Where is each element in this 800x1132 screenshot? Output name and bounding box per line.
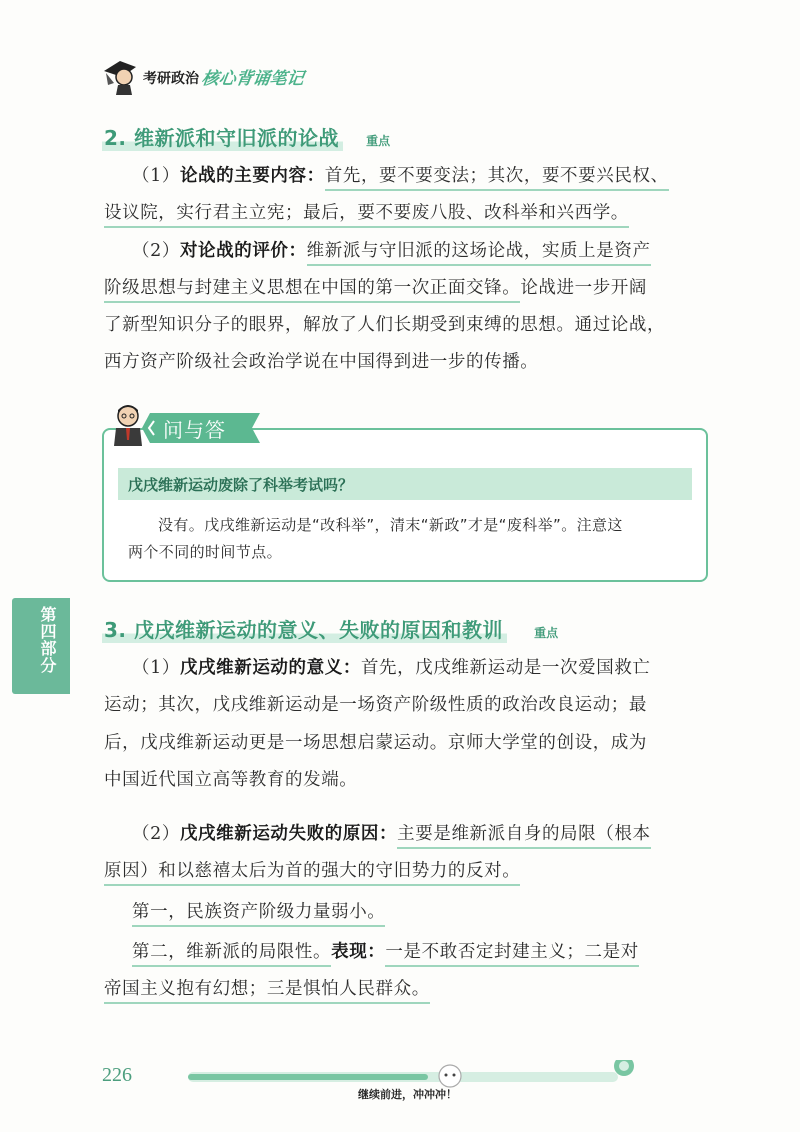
- key-point-badge: 重点: [534, 626, 559, 640]
- s3-p4-line1: [132, 940, 639, 964]
- mascot-avatar-icon: [108, 402, 148, 448]
- highlighted-text: 第二，维新派的局限性。: [132, 942, 331, 967]
- s2-p2-line2: [104, 276, 647, 300]
- bold-term: 戊戌维新运动的意义：: [179, 658, 361, 678]
- s3-p2-line1: [132, 822, 651, 846]
- item-number: （2）: [132, 824, 180, 844]
- highlighted-text: 原因）和以慈禧太后为首的强大的守旧势力的反对。: [104, 861, 520, 886]
- key-point-badge: 重点: [366, 134, 391, 148]
- section-2-heading: 2. 维新派和守旧派的论战: [102, 126, 343, 151]
- s2-p2-line3: 了新型知识分子的眼界，解放了人们长期受到束缚的思想。通过论战，: [104, 315, 666, 335]
- page-number: 226: [102, 1064, 132, 1086]
- s3-p4-line2: [104, 977, 430, 1001]
- highlighted-text: 阶级思想与封建主义思想在中国的第一次正面交锋。: [104, 278, 520, 303]
- s3-p1-line1: [132, 656, 651, 680]
- bold-term: 戊戌维新运动失败的原因：: [179, 824, 398, 844]
- header-subtitle: 核心背诵笔记: [200, 69, 306, 89]
- part-side-tab-label: 第四部分: [38, 606, 57, 674]
- qa-answer-line2: 两个不同的时间节点。: [128, 543, 283, 561]
- qa-answer-line1: 没有。戊戌维新运动是“改科举”，清末“新政”才是“废科举”。注意这: [158, 516, 623, 534]
- footer-slogan: 继续前进，冲冲冲！: [358, 1088, 457, 1101]
- s3-p1-line2: 运动；其次，戊戌维新运动是一场资产阶级性质的政治改良运动；最: [104, 695, 647, 715]
- qa-question: 戊戌维新运动废除了科举考试吗？: [128, 476, 354, 494]
- s3-p1-line4: 中国近代国立高等教育的发端。: [104, 770, 358, 790]
- s2-p1-line1: [132, 164, 669, 188]
- highlighted-text: 帝国主义抱有幻想；三是惧怕人民群众。: [104, 979, 430, 1004]
- section-3-heading: 3. 戊戌维新运动的意义、失败的原因和教训: [102, 618, 507, 643]
- body-text: 首先，戊戌维新运动是一次爱国救亡: [360, 658, 651, 678]
- qa-label: 问与答: [163, 418, 226, 442]
- s2-p2-line1: [132, 239, 651, 263]
- highlighted-text: 一是不敢否定封建主义；二是对: [385, 942, 638, 967]
- bold-term: 表现：: [331, 942, 386, 962]
- bold-term: 对论战的评价：: [179, 241, 307, 261]
- highlighted-text: 第一，民族资产阶级力量弱小。: [132, 902, 385, 927]
- highlighted-text: 设议院，实行君主立宪；最后，要不要废八股、改科举和兴西学。: [104, 203, 629, 228]
- header-title: 考研政治: [143, 71, 199, 87]
- item-number: （1）: [132, 166, 180, 186]
- highlighted-text: 维新派与守旧派的这场论战，实质上是资产: [307, 241, 651, 266]
- item-number: （2）: [132, 241, 180, 261]
- section-3-heading-row: [102, 614, 558, 643]
- s3-p1-line3: 后，戊戌维新运动更是一场思想启蒙运动。京师大学堂的创设，成为: [104, 733, 647, 753]
- highlighted-text: 主要是维新派自身的局限（根本: [397, 824, 650, 849]
- s2-p2-line4: 西方资产阶级社会政治学说在中国得到进一步的传播。: [104, 352, 539, 372]
- s3-p2-line2: [104, 859, 520, 883]
- highlighted-text: 首先，要不要变法；其次，要不要兴民权、: [325, 166, 669, 191]
- item-number: （1）: [132, 658, 180, 678]
- section-2-heading-row: [102, 122, 390, 151]
- body-text: 论战进一步开阔: [520, 278, 648, 298]
- s2-p1-line2: [104, 201, 629, 225]
- mascot-logo-icon: [100, 55, 142, 97]
- bold-term: 论战的主要内容：: [179, 166, 325, 186]
- s3-p3: [132, 900, 385, 924]
